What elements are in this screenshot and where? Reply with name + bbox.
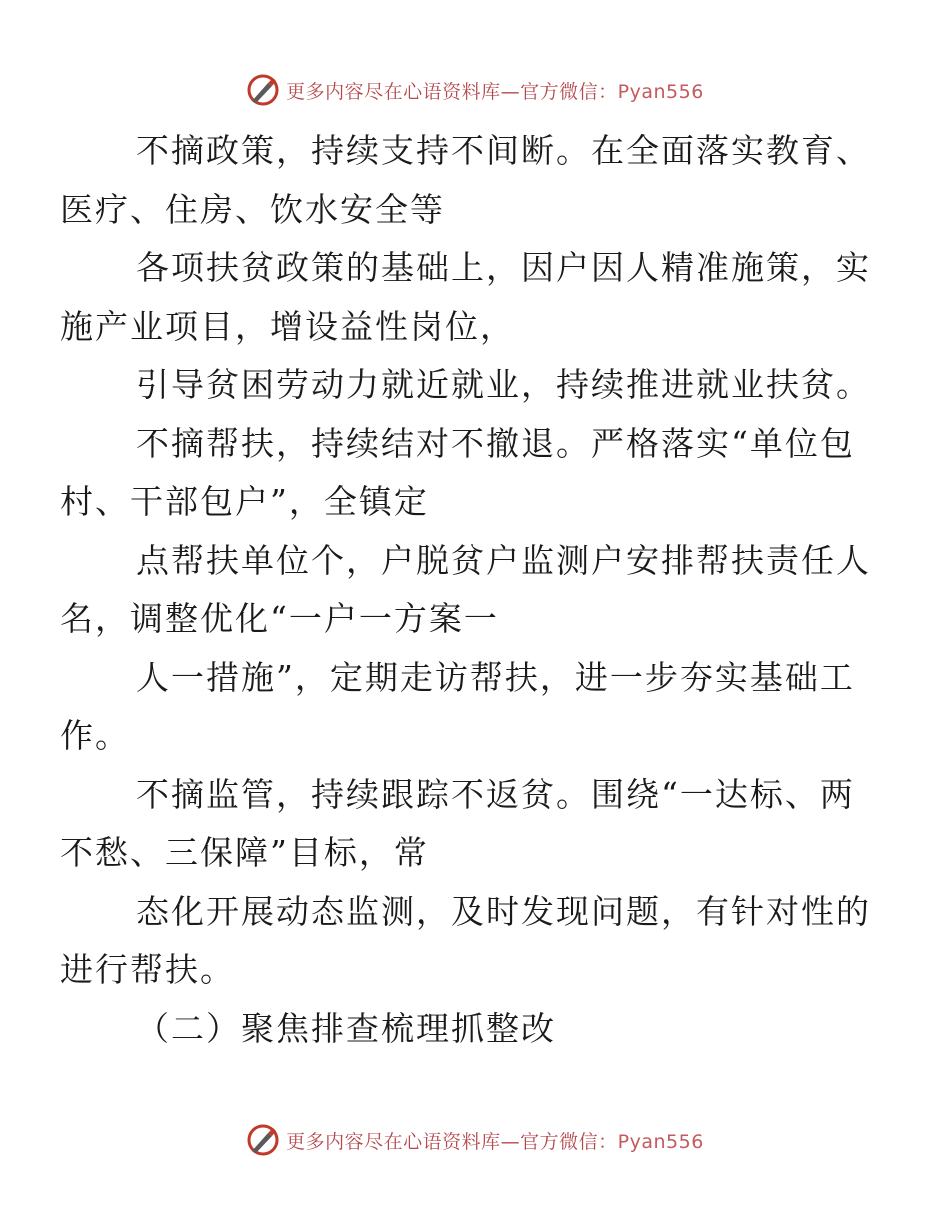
paragraph-line: 不摘帮扶，持续结对不撤退。严格落实“单位包 xyxy=(136,423,855,463)
paragraph xyxy=(98,356,871,415)
paragraph-line: 医疗、住房、饮水安全等 xyxy=(60,189,445,229)
header-watermark-label: 更多内容尽在心语资料库—官方微信： xyxy=(286,80,618,103)
paragraph-line: 作。 xyxy=(60,716,130,755)
paragraph-line: 态化开展动态监测，及时发现问题，有针对性的 xyxy=(136,891,871,931)
section-heading-text: （二）聚焦排查梳理抓整改 xyxy=(136,1008,556,1048)
paragraph-line: 名，调整优化“一户一方案一 xyxy=(60,599,499,638)
paragraph xyxy=(60,239,871,356)
paragraph-line: 引导贫困劳动力就近就业，持续推进就业扶贫。 xyxy=(136,365,871,404)
paragraph-line: 不摘监管，持续跟踪不返贫。围绕“一达标、两 xyxy=(136,774,855,814)
header-watermark-handle: Pyan556 xyxy=(617,80,704,103)
footer-watermark-banner xyxy=(0,1120,950,1160)
pen-logo-icon xyxy=(246,1123,280,1157)
paragraph xyxy=(60,766,858,883)
paragraph xyxy=(60,649,858,766)
paragraph-line: 各项扶贫政策的基础上，因户因人精准施策，实 xyxy=(136,248,871,287)
paragraph-line: 村、干部包户”，全镇定 xyxy=(60,482,429,521)
header-watermark-banner xyxy=(0,70,950,110)
paragraph-line: 不愁、三保障”目标，常 xyxy=(60,833,429,872)
paragraph xyxy=(60,122,871,239)
paragraph-line: 进行帮扶。 xyxy=(60,950,235,989)
paragraph-line: 点帮扶单位个，户脱贫户监测户安排帮扶责任人 xyxy=(136,540,871,580)
paragraph-line: 不摘政策，持续支持不间断。在全面落实教育、 xyxy=(136,131,871,170)
header-watermark-text xyxy=(286,77,704,104)
footer-watermark-label: 更多内容尽在心语资料库—官方微信： xyxy=(286,1130,618,1153)
footer-watermark-text xyxy=(286,1127,704,1154)
footer-watermark-handle: Pyan556 xyxy=(617,1130,704,1153)
document-body xyxy=(60,122,871,1058)
paragraph xyxy=(60,883,871,1000)
paragraph-line: 人一措施”，定期走访帮扶，进一步夯实基础工 xyxy=(136,657,855,697)
paragraph-line: 施产业项目，增设益性岗位， xyxy=(60,306,515,346)
pen-logo-icon xyxy=(246,73,280,107)
paragraph xyxy=(60,532,871,649)
section-heading xyxy=(98,1000,858,1059)
paragraph xyxy=(60,415,858,532)
